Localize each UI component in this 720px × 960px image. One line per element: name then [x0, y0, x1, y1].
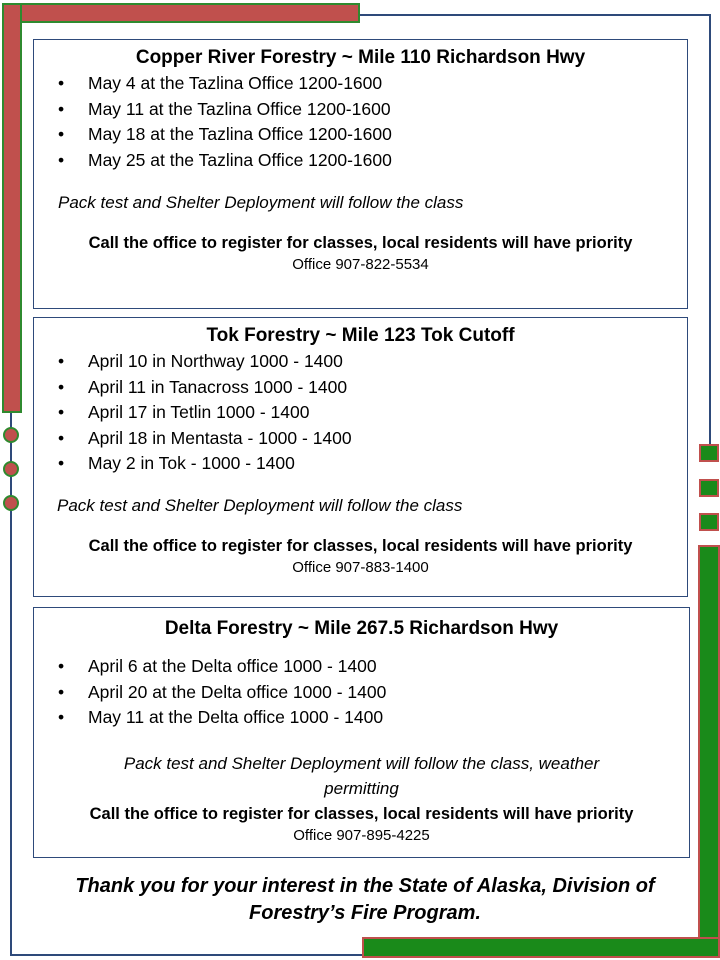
frame-dot-2 [3, 461, 19, 477]
office-phone: Office 907-822-5534 [292, 256, 429, 273]
section-tok [33, 317, 688, 597]
frame-top-line [358, 14, 710, 16]
frame-left-line [10, 410, 12, 956]
frame-square-3 [699, 513, 719, 531]
list-item: • May 18 at the Tazlina Office 1200-1600 [34, 122, 687, 148]
list-item: • May 2 in Tok - 1000 - 1400 [34, 451, 687, 477]
list-item: • May 11 at the Tazlina Office 1200-1600 [34, 97, 687, 123]
section-copper-river [33, 39, 688, 309]
frame-red-left-bar [2, 3, 22, 413]
section-title: Tok Forestry ~ Mile 123 Tok Cutoff [206, 325, 515, 346]
frame-red-top-bar [2, 3, 360, 23]
frame-square-2 [699, 479, 719, 497]
frame-green-bottom-bar [362, 937, 720, 958]
section-delta [33, 607, 690, 858]
register-note: Call the office to register for classes, local residents will have priority [88, 536, 633, 555]
list-item: • April 18 in Mentasta - 1000 - 1400 [34, 426, 687, 452]
class-list [34, 349, 687, 477]
class-list [34, 71, 687, 173]
closing-message: Thank you for your interest in the State of Alaska, Division of Forestry’s Fire Program. [75, 875, 655, 924]
office-phone: Office 907-883-1400 [292, 558, 429, 576]
list-item: • May 4 at the Tazlina Office 1200-1600 [34, 71, 687, 97]
frame-dot-3 [3, 495, 19, 511]
list-item: • April 11 in Tanacross 1000 - 1400 [34, 375, 687, 401]
section-title: Copper River Forestry ~ Mile 110 Richardson Hwy [135, 47, 586, 68]
frame-bottom-line [10, 954, 362, 956]
register-note: Call the office to register for classes, local residents will have priority [89, 804, 634, 823]
list-item: • April 10 in Northway 1000 - 1400 [34, 349, 687, 375]
list-item: • May 11 at the Delta office 1000 - 1400 [34, 705, 689, 731]
frame-dot-1 [3, 427, 19, 443]
register-note: Call the office to register for classes, local residents will have priority [88, 234, 633, 252]
frame-green-right-bar [698, 545, 720, 958]
class-list [34, 654, 689, 731]
pack-test-note: Pack test and Shelter Deployment will follow the class, weather permitting [123, 753, 600, 798]
pack-test-note: Pack test and Shelter Deployment will follow the class [57, 495, 463, 515]
list-item: • May 25 at the Tazlina Office 1200-1600 [34, 148, 687, 174]
section-title: Delta Forestry ~ Mile 267.5 Richardson Hwy [164, 618, 559, 639]
office-phone: Office 907-895-4225 [293, 826, 430, 844]
pack-test-note: Pack test and Shelter Deployment will follow the class [58, 193, 464, 212]
list-item: • April 20 at the Delta office 1000 - 1400 [34, 680, 689, 706]
list-item: • April 17 in Tetlin 1000 - 1400 [34, 400, 687, 426]
frame-square-1 [699, 444, 719, 462]
frame-right-line [709, 14, 711, 444]
list-item: • April 6 at the Delta office 1000 - 1400 [34, 654, 689, 680]
